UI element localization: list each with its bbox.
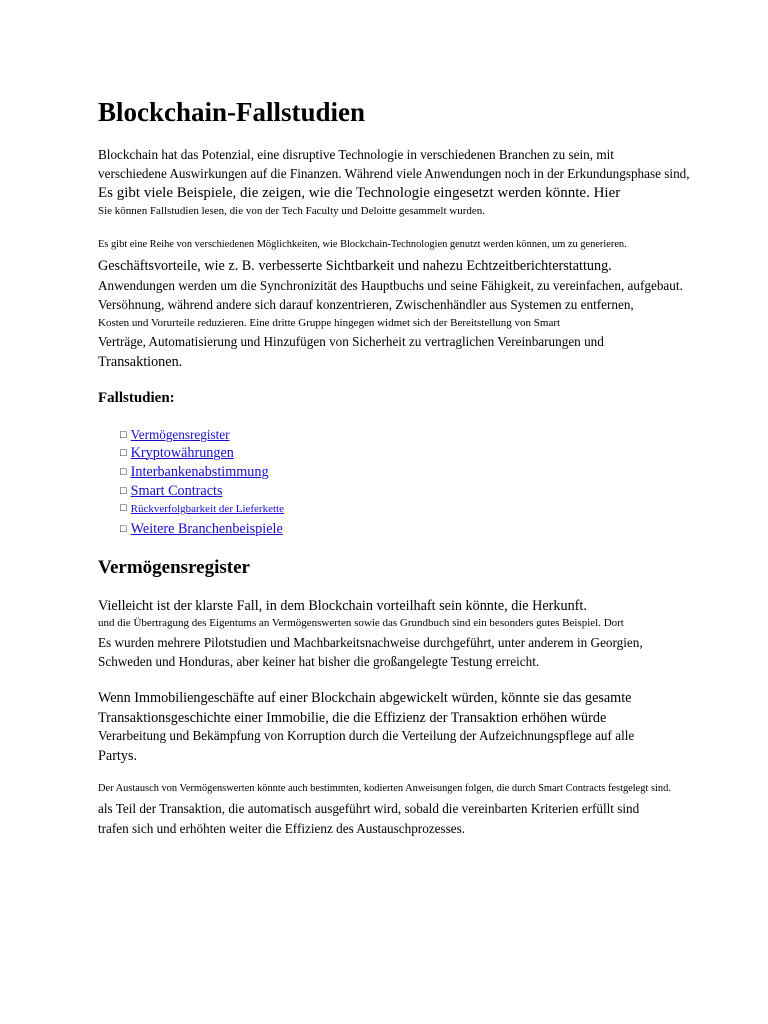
- body-line: Transaktionsgeschichte einer Immobilie, die die Effizienz der Transaktion erhöhen würde: [98, 710, 607, 726]
- body-line: Vielleicht ist der klarste Fall, in dem Blockchain vorteilhaft sein könnte, die Herkunft.: [98, 598, 587, 614]
- body-line: Verträge, Automatisierung und Hinzufügen von Sicherheit zu vertraglichen Vereinbarungen und: [98, 334, 604, 349]
- body-line: Partys.: [98, 748, 138, 764]
- body-line: und die Übertragung des Eigentums an Vermögenswerten sowie das Grundbuch sind ein besonders gutes Beispiel. Dort: [98, 617, 624, 629]
- page-title: Blockchain-Fallstudien: [98, 97, 366, 127]
- checkbox-glyph-icon: □: [120, 502, 127, 514]
- checkbox-glyph-icon: □: [120, 466, 127, 478]
- toc-link-vermoegensregister[interactable]: Vermögensregister: [130, 427, 230, 442]
- toc-link-weitere-branchenbeispiele[interactable]: Weitere Branchenbeispiele: [130, 521, 283, 537]
- body-line: Es gibt eine Reihe von verschiedenen Möglichkeiten, wie Blockchain-Technologien genutzt werden können, um zu generieren.: [98, 239, 627, 250]
- toc-item: [120, 427, 230, 442]
- toc-link-kryptowaehrungen[interactable]: Kryptowährungen: [130, 445, 234, 461]
- body-line: trafen sich und erhöhten weiter die Effizienz des Austauschprozesses.: [98, 821, 466, 836]
- intro-line: Sie können Fallstudien lesen, die von der Tech Faculty und Deloitte gesammelt wurden.: [98, 205, 485, 217]
- toc-item: [120, 502, 284, 516]
- toc-item: [120, 521, 283, 537]
- toc-item: [120, 445, 234, 461]
- body-line: Es wurden mehrere Pilotstudien und Machbarkeitsnachweise durchgeführt, unter anderem in Georgien,: [98, 635, 643, 650]
- intro-line: Es gibt viele Beispiele, die zeigen, wie die Technologie eingesetzt werden könnte. Hier: [98, 185, 621, 201]
- toc-link-lieferkette[interactable]: Rückverfolgbarkeit der Lieferkette: [130, 503, 284, 515]
- body-line: als Teil der Transaktion, die automatisch ausgeführt wird, sobald die vereinbarten Kriterien erfüllt sind: [98, 801, 640, 816]
- toc-link-interbankenabstimmung[interactable]: Interbankenabstimmung: [130, 464, 269, 480]
- cases-heading: Fallstudien:: [98, 390, 175, 406]
- body-line: Schweden und Honduras, aber keiner hat bisher die großangelegte Testung erreicht.: [98, 654, 540, 669]
- body-line: Versöhnung, während andere sich darauf konzentrieren, Zwischenhändler aus Systemen zu entfernen,: [98, 297, 634, 312]
- intro-line: Blockchain hat das Potenzial, eine disruptive Technologie in verschiedenen Branchen zu sein, mit: [98, 147, 614, 162]
- checkbox-glyph-icon: □: [120, 485, 127, 497]
- body-line: Geschäftsvorteile, wie z. B. verbesserte Sichtbarkeit und nahezu Echtzeitberichterstattung.: [98, 258, 612, 274]
- body-line: Der Austausch von Vermögenswerten könnte auch bestimmten, kodierten Anweisungen folgen, die durch Smart Contracts festgelegt sind.: [98, 783, 671, 794]
- body-line: Kosten und Vorurteile reduzieren. Eine dritte Gruppe hingegen widmet sich der Bereitstellung von Smart: [98, 317, 561, 329]
- body-line: Transaktionen.: [98, 354, 183, 370]
- body-line: Verarbeitung und Bekämpfung von Korruption durch die Verteilung der Aufzeichnungspflege auf alle: [98, 728, 635, 743]
- checkbox-glyph-icon: □: [120, 429, 127, 441]
- section-heading: Vermögensregister: [98, 557, 250, 578]
- checkbox-glyph-icon: □: [120, 447, 127, 459]
- body-line: Anwendungen werden um die Synchronizität des Hauptbuchs und seine Fähigkeit, zu vereinfachen, aufgebaut.: [98, 278, 683, 293]
- body-line: Wenn Immobiliengeschäfte auf einer Blockchain abgewickelt würden, könnte sie das gesamte: [98, 690, 632, 706]
- toc-link-smart-contracts[interactable]: Smart Contracts: [130, 483, 223, 499]
- checkbox-glyph-icon: □: [120, 523, 127, 535]
- toc-item: [120, 464, 269, 480]
- toc-item: [120, 483, 222, 499]
- intro-line: verschiedene Auswirkungen auf die Finanzen. Während viele Anwendungen noch in der Erkundungsphase sind,: [98, 166, 690, 181]
